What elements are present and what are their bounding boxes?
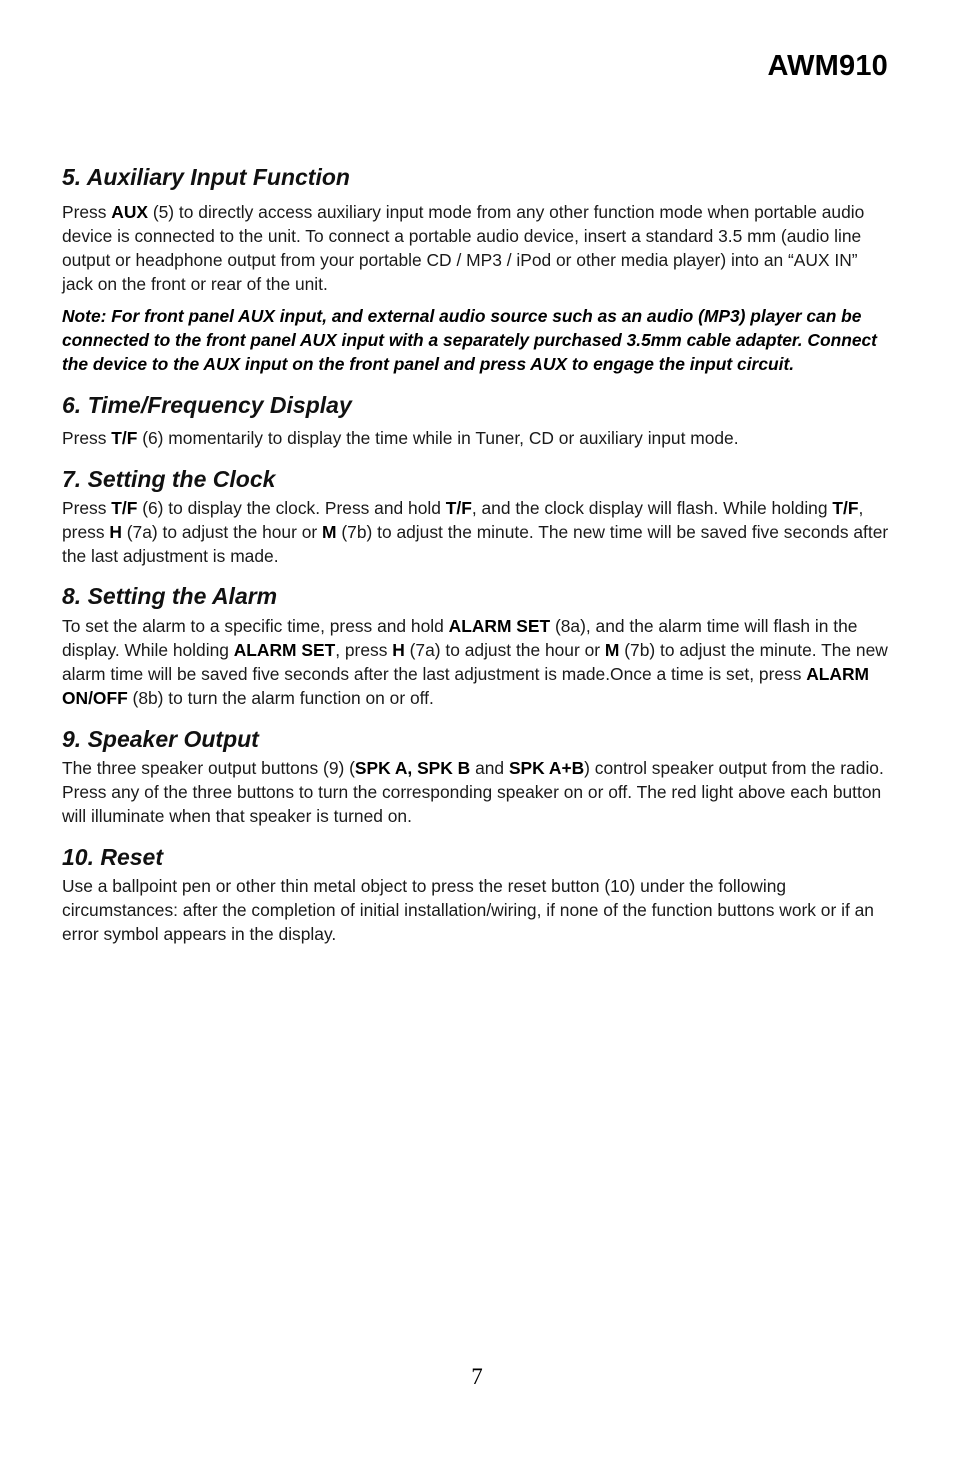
key-label: ALARM SET [233,640,336,660]
text-run: (7b) to adjust the minute. The new alarm time will be saved five seconds after the last adjustment is made.Once a time is set, press [62,640,888,684]
text-run: (5) to directly access auxiliary input mode from any other function mode when portable audio device is connected to the unit. To connect a portable audio device, insert a standard 3.5 mm (audio line output or headphone output from your portable CD / MP3 / iPod or other media player) into an “AUX IN” jack on the front or rear of the unit. [62,202,865,294]
key-label: H [109,522,122,542]
section-speaker-output [62,724,892,828]
section-paragraph [62,496,892,568]
key-label: M [604,640,620,660]
text-run: , press [62,498,864,542]
text-run: (6) to display the clock. Press and hold [137,498,446,518]
text-run: (7a) to adjust the hour or [121,522,323,542]
section-time-frequency [62,390,892,450]
section-title: 10. Reset [62,844,164,870]
text-run: , press [335,640,393,660]
section-paragraph [62,426,892,450]
text-run: Press [62,202,112,222]
section-title: 7. Setting the Clock [62,466,276,492]
key-label: ALARM SET [448,616,551,636]
key-label: T/F [832,498,859,518]
text-run: (8a), and the alarm time will flash in the display. While holding [62,616,858,660]
text-run: The three speaker output buttons (9) ( [62,758,355,778]
section-paragraph [62,614,892,710]
text-run: , and the clock display will flash. While holding [471,498,833,518]
key-label: SPK A+B [508,758,585,778]
section-title: 6. Time/Frequency Display [62,392,352,418]
text-run: Press [62,428,112,448]
section-paragraph: Use a ballpoint pen or other thin metal object to press the reset button (10) under the following circumstances: after the completion of initial installation/wiring, if none of the function buttons work or if an error symbol appears in the display. [62,876,874,944]
section-setting-alarm [62,581,892,710]
key-label: AUX [111,202,149,222]
page-number: 7 [471,1364,483,1389]
section-title: 5. Auxiliary Input Function [62,164,350,190]
text-run: (8b) to turn the alarm function on or off. [127,688,434,708]
section-title: 9. Speaker Output [62,726,259,752]
key-label: T/F [445,498,472,518]
key-label: T/F [111,498,138,518]
key-label: H [392,640,405,660]
key-label: SPK A, SPK B [354,758,471,778]
model-heading: AWM910 [767,50,888,82]
section-paragraph [62,200,892,296]
text-run: (7b) to adjust the minute. The new time will be saved five seconds after the last adjustment is made. [62,522,889,566]
text-run: (7a) to adjust the hour or [404,640,605,660]
text-run: ) control speaker output from the radio. Press any of the three buttons to turn the corresponding speaker on or off. The red light above each button will illuminate when that speaker is turned on. [62,758,884,826]
text-run: Press [62,498,112,518]
text-run: To set the alarm to a specific time, press and hold [62,616,449,636]
page-content [62,162,892,946]
section-setting-clock [62,464,892,568]
section-reset [62,842,892,946]
key-label: ALARM ON/OFF [62,664,870,708]
key-label: M [322,522,337,542]
text-run: (6) momentarily to display the time while in Tuner, CD or auxiliary input mode. [137,428,739,448]
note-paragraph: Note: For front panel AUX input, and external audio source such as an audio (MP3) player can be connected to the front panel AUX input with a separately purchased 3.5mm cable adapter. Connect the device to the AUX input on the front panel and press AUX to engage the input circuit. [62,306,877,374]
section-auxiliary-input [62,162,892,376]
text-run: and [470,758,509,778]
section-paragraph [62,756,892,828]
section-title: 8. Setting the Alarm [62,583,278,609]
key-label: T/F [111,428,138,448]
